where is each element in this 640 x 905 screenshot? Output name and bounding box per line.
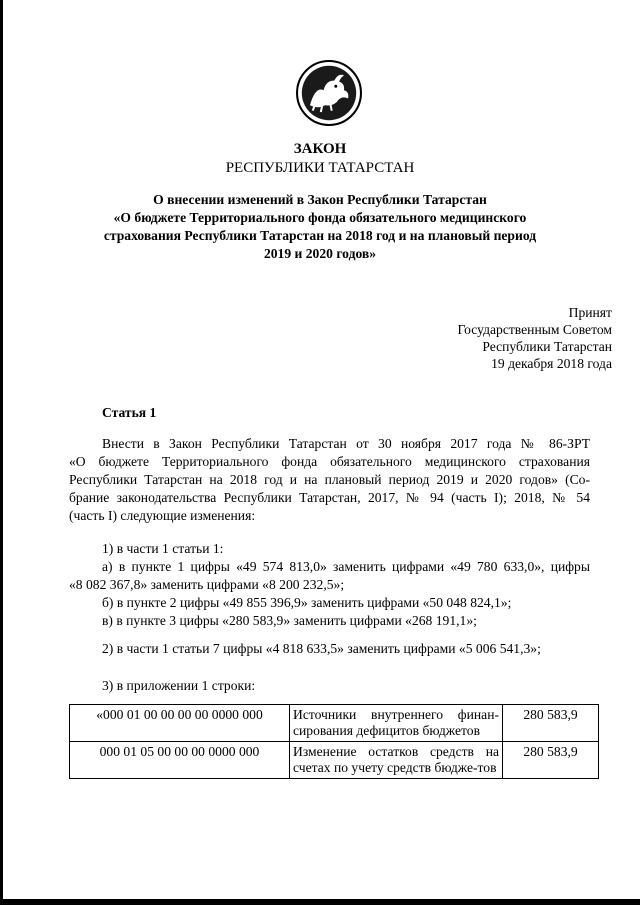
coat-of-arms-emblem [295, 59, 363, 127]
adopted-line: Республики Татарстан [482, 339, 612, 354]
law-name-line: 2019 и 2020 годов» [263, 246, 377, 261]
doc-title: ЗАКОН [293, 141, 347, 157]
law-name-line: О внесении изменений в Закон Республики Татарстан [153, 192, 487, 207]
table-row [70, 742, 599, 779]
table-cell-code: 000 01 05 00 00 00 0000 000 [70, 742, 290, 779]
table-cell-name: Источники внутреннего финан-сирования дефицитов бюджетов [290, 705, 503, 742]
item-2: 2) в части 1 статьи 7 цифры «4 818 633,5» заменить цифрами «5 006 541,3»; [102, 641, 541, 656]
item-3: 3) в приложении 1 строки: [102, 678, 256, 693]
article-intro-line: «О бюджете Территориального фонда обязательного медицинского страхования [69, 454, 590, 469]
item-1-line: «8 082 367,8» заменить цифрами «8 200 232,5»; [69, 577, 345, 592]
article-heading: Статья 1 [102, 405, 157, 420]
item-1-line: в) в пункте 3 цифры «280 583,9» заменить цифрами «268 191,1»; [102, 613, 477, 628]
article-intro-line: Внести в Закон Республики Татарстан от 30 ноября 2017 года № 86-ЗРТ [102, 436, 590, 451]
item-1-line: б) в пункте 2 цифры «49 855 396,9» заменить цифрами «50 048 824,1»; [102, 595, 512, 610]
amendment-table [69, 704, 599, 779]
adopted-line: Принят [568, 305, 612, 320]
article-intro-line: Республики Татарстан на 2018 год и на плановый период 2019 и 2020 годов» (Со- [69, 472, 590, 487]
adopted-line: Государственным Советом [457, 322, 612, 337]
table-cell-code: «000 01 00 00 00 00 0000 000 [70, 705, 290, 742]
law-name-line: страхования Республики Татарстан на 2018 год и на плановый период [103, 228, 537, 243]
article-intro-line: (часть I) следующие изменения: [69, 508, 256, 523]
item-1-heading: 1) в части 1 статьи 1: [102, 541, 224, 556]
table-row [70, 705, 599, 742]
table-cell-value: 280 583,9 [503, 742, 599, 779]
item-1-line: а) в пункте 1 цифры «49 574 813,0» заменить цифрами «49 780 633,0», цифры [102, 559, 590, 574]
scan-border-left [0, 0, 3, 905]
table-cell-value: 280 583,9 [503, 705, 599, 742]
adopted-date: 19 декабря 2018 года [491, 356, 612, 371]
article-intro-line: брание законодательства Республики Татарстан, 2017, № 94 (часть I); 2018, № 54 [69, 490, 590, 505]
doc-subtitle: РЕСПУБЛИКИ ТАТАРСТАН [225, 160, 415, 176]
table-cell-name: Изменение остатков средств на счетах по учету средств бюдже-тов [290, 742, 503, 779]
law-name-line: «О бюджете Территориального фонда обязательного медицинского [113, 210, 527, 225]
scan-border-bottom [0, 899, 640, 905]
